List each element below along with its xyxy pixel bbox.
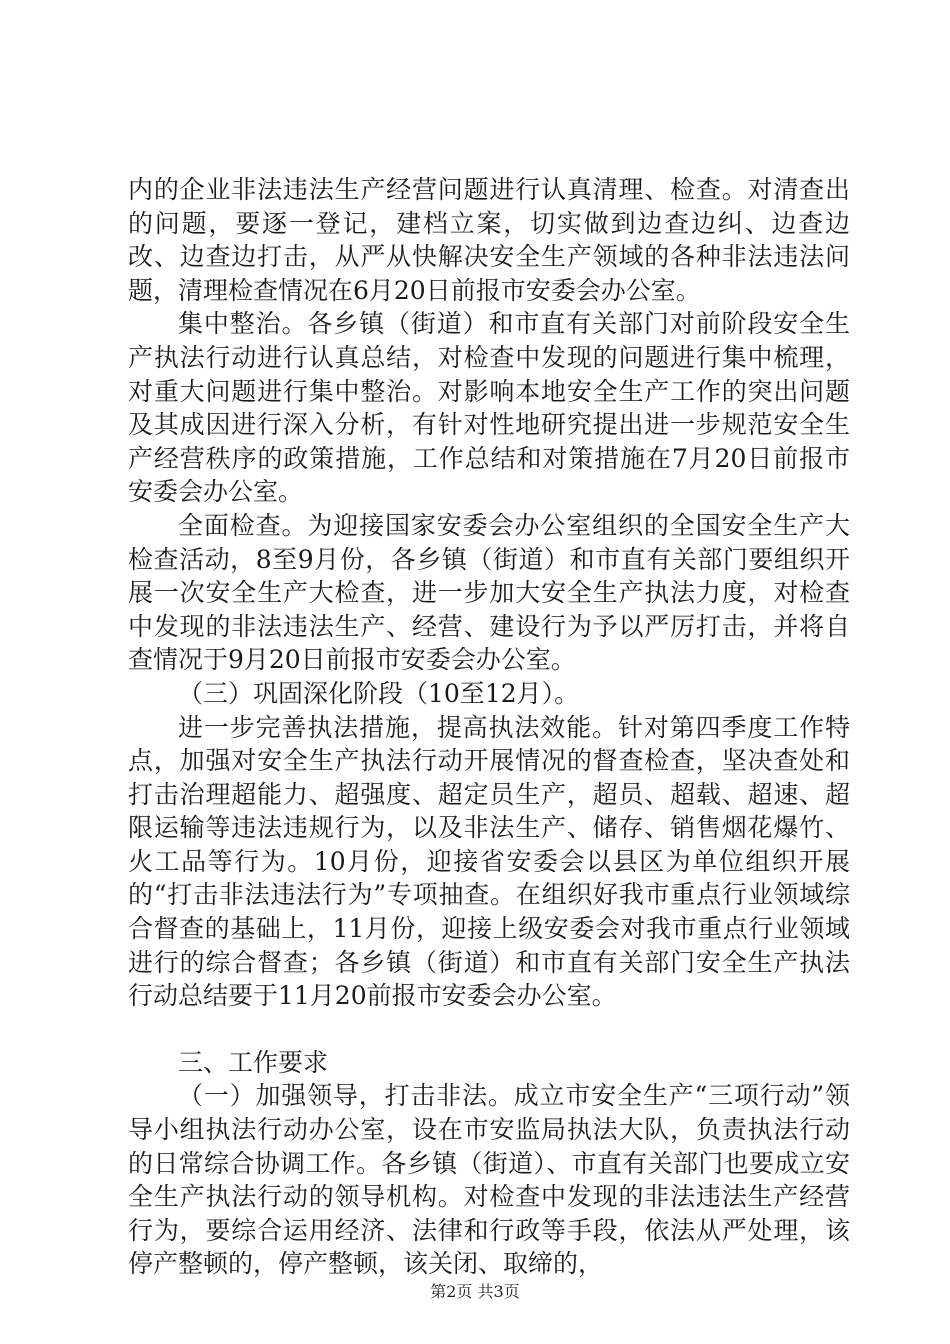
section-heading-consolidation-stage: （三）巩固深化阶段（10至12月）。 xyxy=(178,678,580,708)
paragraph-improve-enforcement: 进一步完善执法措施，提高执法效能。针对第四季度工作特点，加强对安全生产执法行动开展情况的督查检查，坚决查处和打击治理超能力、超强度、超定员生产，超员、超载、超速、超限运输等违法违规行为，以及非法生产、储存、销售烟花爆竹、火工品等行为。10月份，迎接省安委会以县区为单位组织开展的“打击非法违法行为”专项抽查。在组织好我市重点行业领域综合督查的基础上，11月份，迎接上级安委会对我市重点行业领域进行的综合督查；各乡镇（街道）和市直有关部门安全生产执法行动总结要于11月20前报市安委会办公室。 xyxy=(128,712,850,1011)
paragraph-comprehensive-inspection: 全面检查。为迎接国家安委会办公室组织的全国安全生产大检查活动，8至9月份，各乡镇（街道）和市直有关部门要组织开展一次安全生产大检查，进一步加大安全生产执法力度，对检查中发现的非法违法生产、经营、建设行为予以严厉打击，并将自查情况于9月20日前报市安委会办公室。 xyxy=(128,510,850,675)
paragraph-centralized-rectification: 集中整治。各乡镇（街道）和市直有关部门对前阶段安全生产执法行动进行认真总结，对检查中发现的问题进行集中梳理，对重大问题进行集中整治。对影响本地安全生产工作的突出问题及其成因进行深入分析，有针对性地研究提出进一步规范安全生产经营秩序的政策措施，工作总结和对策措施在7月20日前报市安委会办公室。 xyxy=(128,309,850,507)
paragraph-clearing-check: 内的企业非法违法生产经营问题进行认真清理、检查。对清查出的问题，要逐一登记，建档立案，切实做到边查边纠、边查边改、边查边打击，从严从快解决安全生产领域的各种非法违法问题，清理检查情况在6月20日前报市安委会办公室。 xyxy=(128,175,850,305)
document-body xyxy=(128,173,850,1281)
page-number-footer: 第2页 共3页 xyxy=(430,1282,520,1301)
section-heading-work-requirements: 三、工作要求 xyxy=(178,1047,329,1077)
paragraph-strengthen-leadership: （一）加强领导，打击非法。成立市安全生产“三项行动”领导小组执法行动办公室，设在市安监局执法大队，负责执法行动的日常综合协调工作。各乡镇（街道）、市直有关部门也要成立安全生产执法行动的领导机构。对检查中发现的非法违法生产经营行为，要综合运用经济、法律和行政等手段，依法从严处理，该停产整顿的，停产整顿，该关闭、取缔的， xyxy=(128,1081,850,1279)
